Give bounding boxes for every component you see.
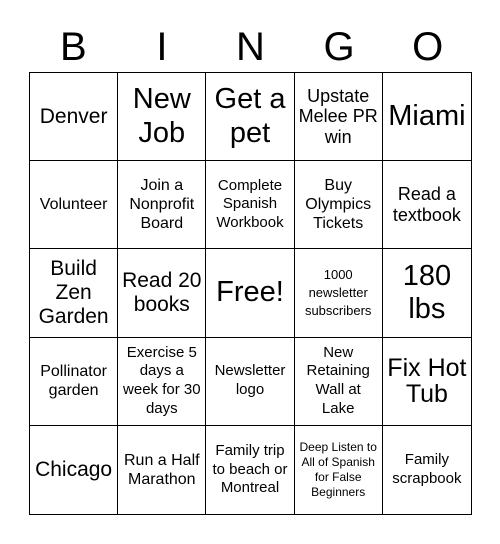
bingo-cell[interactable]: Run a Half Marathon	[118, 426, 206, 514]
bingo-cell[interactable]: Read 20 books	[118, 249, 206, 337]
bingo-cell[interactable]: 180 lbs	[383, 249, 471, 337]
bingo-cell[interactable]: Complete Spanish Workbook	[206, 161, 294, 249]
bingo-cell[interactable]: Upstate Melee PR win	[295, 73, 383, 161]
bingo-cell[interactable]: Buy Olympics Tickets	[295, 161, 383, 249]
bingo-cell[interactable]: Build Zen Garden	[30, 249, 118, 337]
bingo-cell[interactable]: Get a pet	[206, 73, 294, 161]
bingo-cell[interactable]: Family scrapbook	[392, 451, 462, 487]
free-space[interactable]: Free!	[206, 249, 294, 337]
bingo-cell[interactable]: Join a Nonprofit Board	[118, 161, 206, 249]
bingo-cell[interactable]: Miami	[383, 73, 471, 161]
header-letter-b: B	[59, 25, 87, 69]
bingo-cell[interactable]: Pollinator garden	[30, 338, 118, 426]
bingo-cell[interactable]: 1000 newsletter subscribers	[295, 249, 383, 337]
header-letter-g: G	[323, 25, 355, 69]
header-letter-n: N	[236, 25, 265, 69]
header-letter-i: I	[156, 25, 168, 69]
header-letter-o: O	[412, 25, 444, 69]
bingo-cell[interactable]: Family trip to beach or Montreal	[206, 426, 294, 514]
bingo-cell[interactable]: Chicago	[30, 426, 118, 514]
bingo-cell[interactable]: Exercise 5 days a week for 30 days	[118, 338, 206, 426]
bingo-cell[interactable]: Read a textbook	[383, 161, 471, 249]
bingo-cell[interactable]: Fix Hot Tub	[383, 338, 471, 426]
bingo-cell[interactable]: New Retaining Wall at Lake	[295, 338, 383, 426]
bingo-cell[interactable]: New Job	[118, 73, 206, 161]
bingo-cell[interactable]: Deep Listen to All of Spanish for False Beginners	[295, 426, 383, 514]
bingo-cell[interactable]: Newsletter logo	[206, 338, 294, 426]
bingo-header	[29, 22, 472, 72]
bingo-cell[interactable]: Volunteer	[30, 161, 118, 249]
bingo-board	[29, 72, 472, 515]
bingo-cell[interactable]: Denver	[30, 73, 118, 161]
